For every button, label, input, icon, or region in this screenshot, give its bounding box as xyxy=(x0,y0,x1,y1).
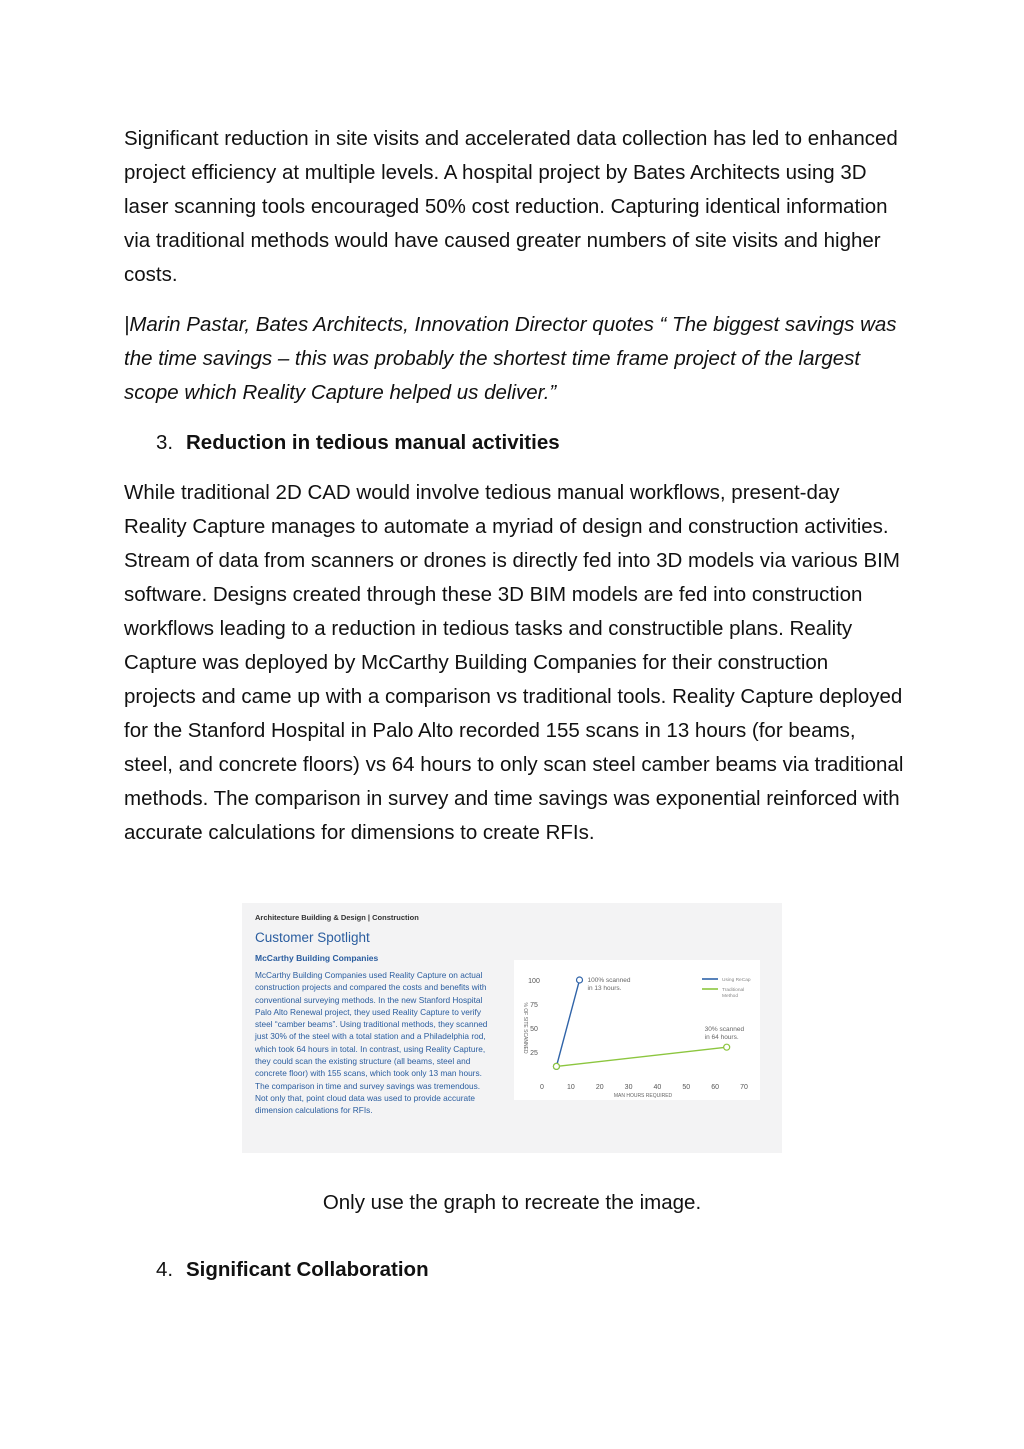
figure-subtitle: McCarthy Building Companies xyxy=(255,953,379,963)
section-3-number: 3. xyxy=(156,431,174,454)
annotation-line: in 64 hours. xyxy=(704,1034,739,1042)
x-tick-label: 10 xyxy=(566,1084,575,1091)
section-4-title: Significant Collaboration xyxy=(186,1258,429,1281)
section-4-heading xyxy=(124,1253,429,1287)
figure-caption: Only use the graph to recreate the image. xyxy=(322,1191,702,1214)
legend-label: Traditional xyxy=(722,988,745,993)
scan-comparison-chart xyxy=(514,960,760,1100)
annotation-line: 30% scanned xyxy=(704,1026,745,1034)
x-tick-label: 50 xyxy=(682,1084,691,1091)
annotation-line: 100% scanned xyxy=(587,977,631,984)
legend-label: Method xyxy=(722,994,738,999)
figure-body-text: McCarthy Building Companies used Reality Capture on actual construction projects and compared the costs and benefits with conventional surveying methods. In the new Stanford Hospital Palo Alto Renewal project, they used Reality Capture to verify steel “camber beams”. Using traditional methods, they scanned just 30% of the steel with a total station and a Philadelphia rod, which took 64 hours in total. In contrast, using Reality Capture, they could scan the existing structure (all beams, steel and concrete floor) with 155 scans, which took only 13 man hours. The comparison in time and survey savings was tremendous. Not only that, point cloud data was used to provide accurate dimension calculations for RFIs. xyxy=(255,970,488,1116)
series-point xyxy=(724,1044,730,1050)
x-tick-label: 70 xyxy=(740,1084,748,1091)
y-tick-label: 100 xyxy=(528,978,540,985)
y-axis-label: % OF SITE SCANNED xyxy=(522,1002,528,1054)
x-tick-label: 30 xyxy=(624,1084,633,1091)
series-line xyxy=(556,1047,726,1066)
quote-marin-pastar: |Marin Pastar, Bates Architects, Innovation Director quotes “ The biggest savings was the time savings – this was probably the shortest time frame project of the largest scope which Reality Capture helped us deliver.” xyxy=(124,313,897,404)
legend-label: Using ReCap xyxy=(722,978,751,983)
x-tick-label: 40 xyxy=(653,1084,662,1091)
section-4-number: 4. xyxy=(156,1258,174,1281)
section-3-title: Reduction in tedious manual activities xyxy=(186,431,560,454)
section-3-heading xyxy=(124,426,904,460)
y-tick-label: 25 xyxy=(530,1050,538,1057)
annotation-line: in 13 hours. xyxy=(587,985,622,992)
y-tick-label: 75 xyxy=(530,1002,538,1009)
x-axis-label: MAN HOURS REQUIRED xyxy=(613,1093,673,1099)
paragraph-reality-capture: While traditional 2D CAD would involve tedious manual workflows, present-day Reality Capture manages to automate a myriad of design and construction activities. Stream of data from scanners or drones is directly fed into 3D models via various BIM software. Designs created through these 3D BIM models are fed into construction workflows leading to a reduction in tedious tasks and constructible plans. Reality Capture was deployed by McCarthy Building Companies for their construction projects and came up with a comparison vs traditional tools. Reality Capture deployed for the Stanford Hospital in Palo Alto recorded 155 scans in 13 hours (for beams, steel, and concrete floors) vs 64 hours to only scan steel camber beams via traditional methods. The comparison in survey and time savings was exponential reinforced with accurate calculations for dimensions to create RFIs. xyxy=(124,481,904,844)
customer-spotlight-figure xyxy=(242,903,782,1153)
y-tick-label: 50 xyxy=(530,1026,538,1033)
paragraph-site-visits: Significant reduction in site visits and accelerated data collection has led to enhanced project efficiency at multiple levels. A hospital project by Bates Architects using 3D laser scanning tools encouraged 50% cost reduction. Capturing identical information via traditional methods would have caused greater numbers of site visits and higher costs. xyxy=(124,127,898,286)
x-tick-label: 60 xyxy=(711,1084,720,1091)
series-line xyxy=(556,980,579,1066)
figure-title: Customer Spotlight xyxy=(255,930,370,945)
series-point xyxy=(577,977,583,983)
figure-category: Architecture Building & Design | Construction xyxy=(255,913,419,922)
chart-panel xyxy=(514,960,760,1100)
document-page xyxy=(124,122,904,850)
x-tick-label: 0 xyxy=(540,1084,544,1091)
series-point xyxy=(553,1063,559,1069)
x-tick-label: 20 xyxy=(595,1084,604,1091)
